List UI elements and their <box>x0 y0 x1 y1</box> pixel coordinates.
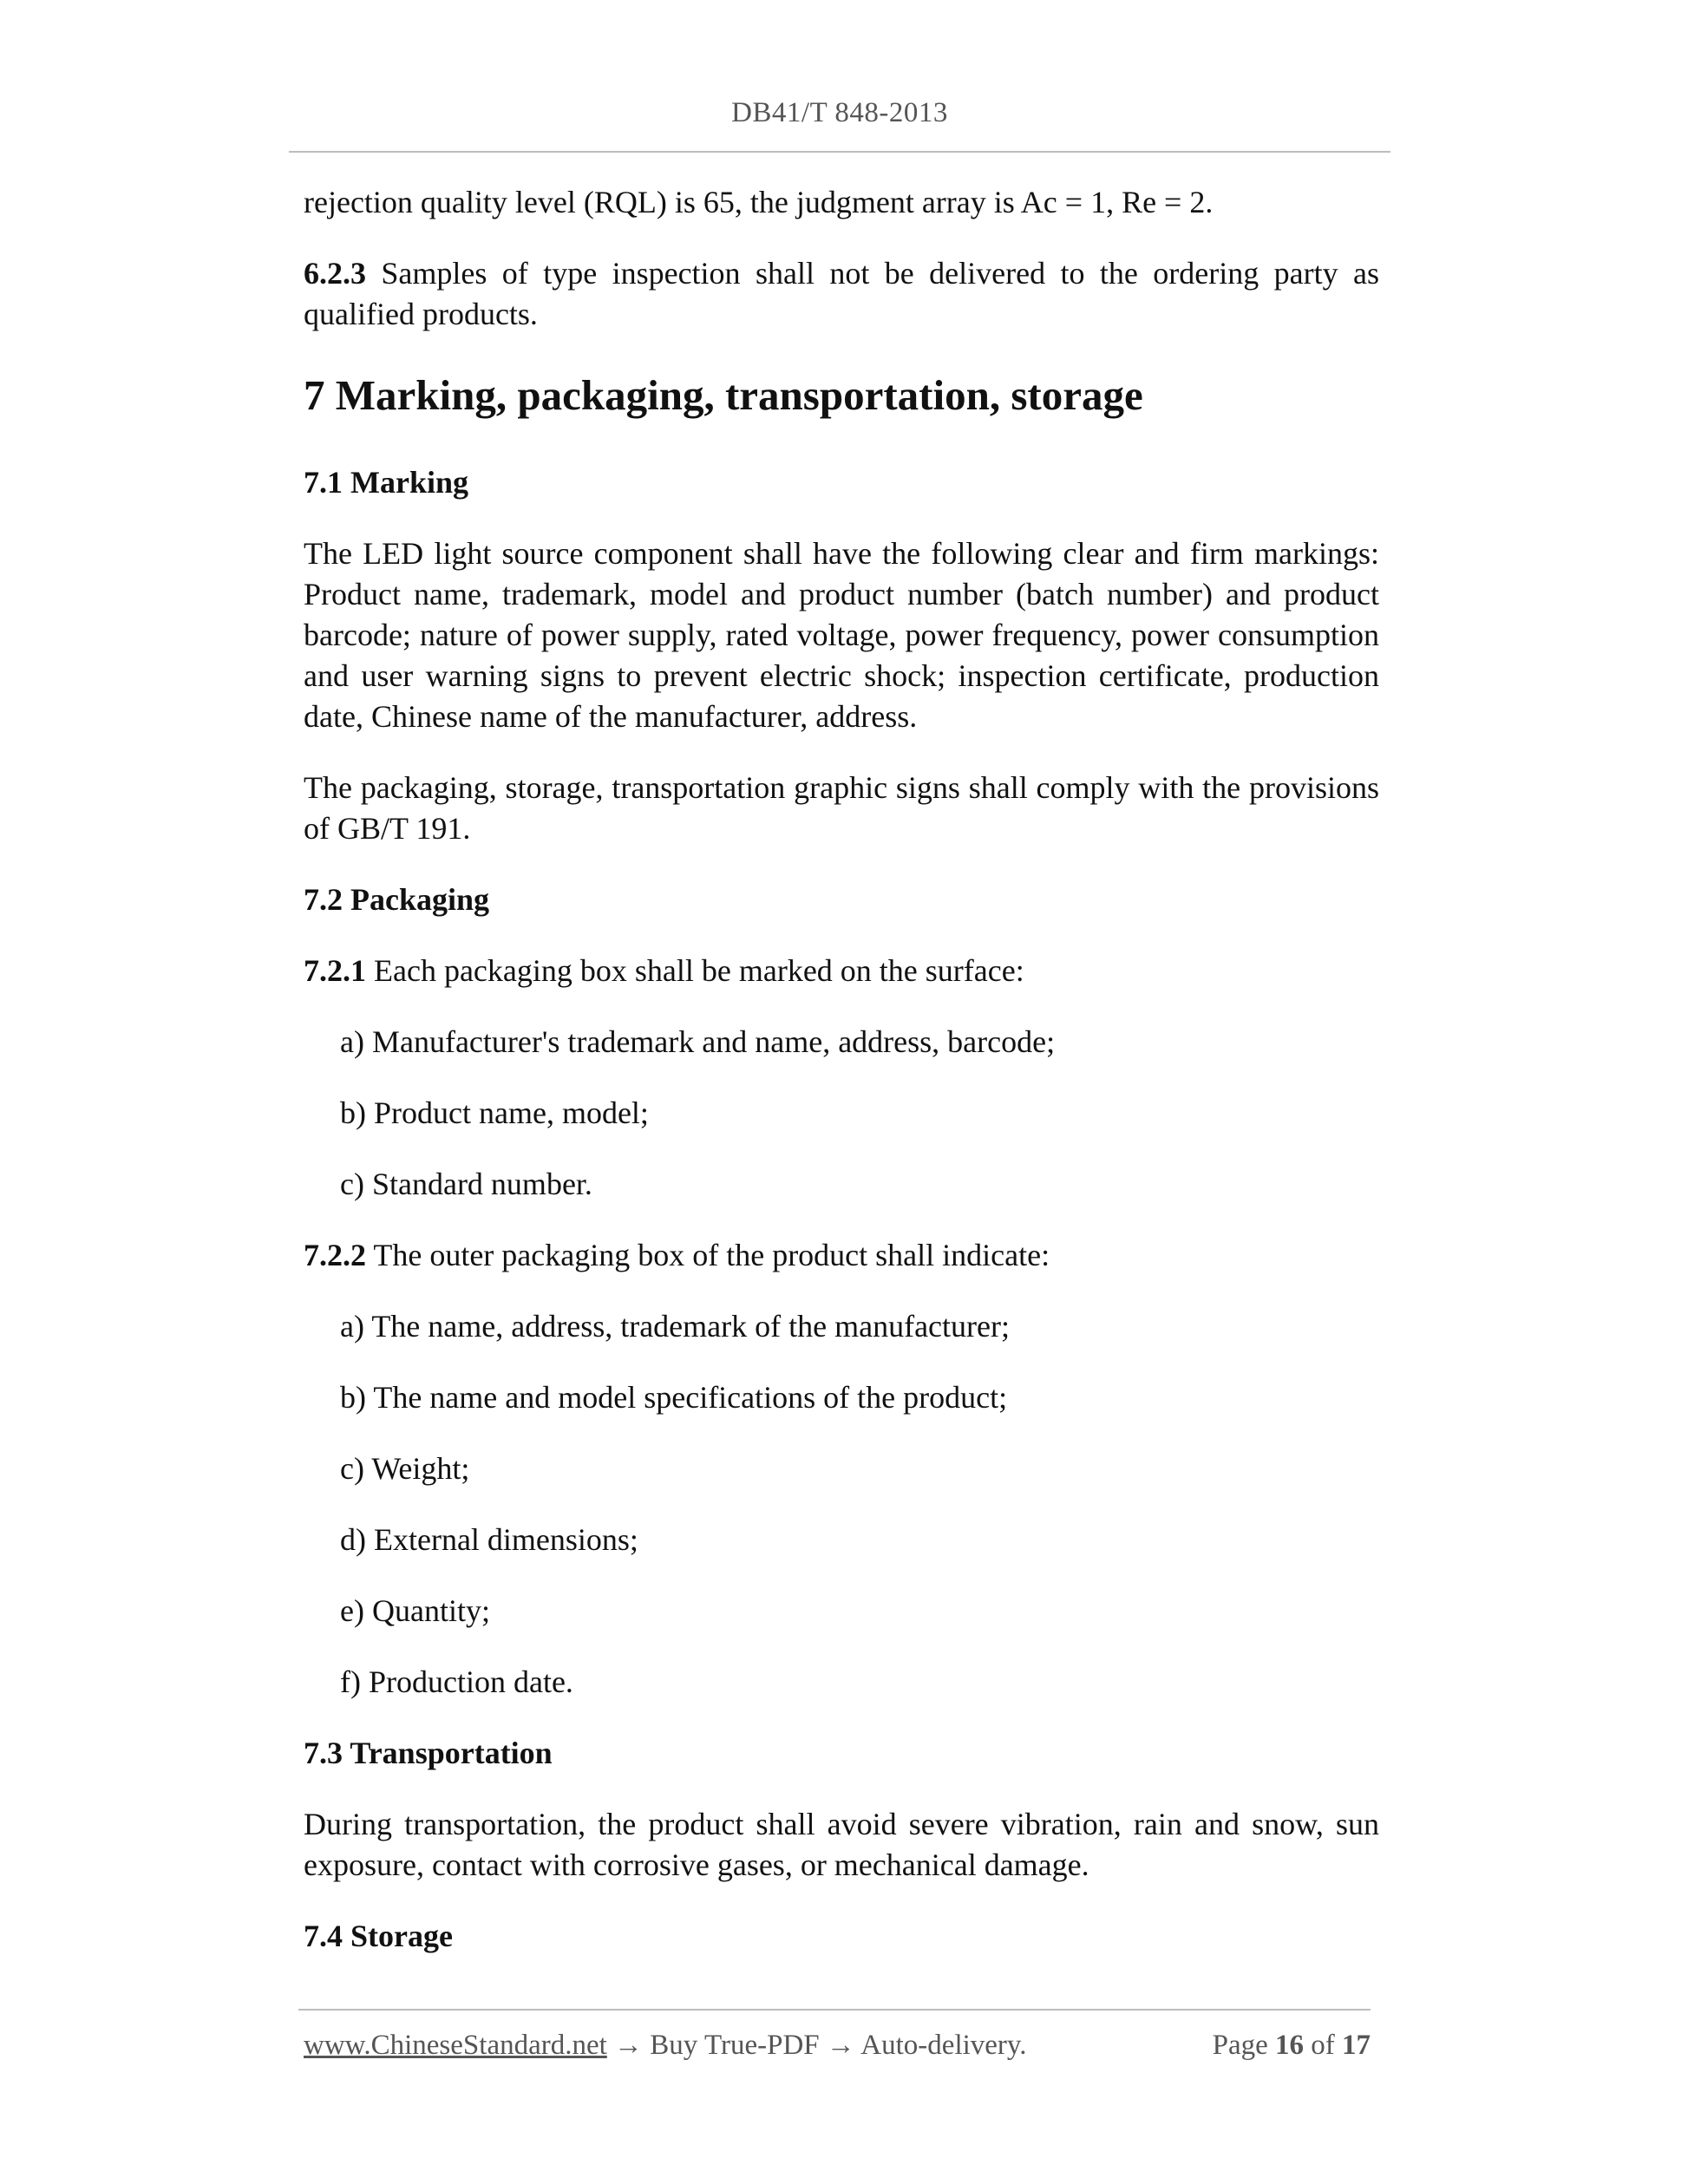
footer-left <box>304 2030 1027 2062</box>
list-item: f) Production date. <box>340 1664 573 1699</box>
clause-6-2-3 <box>304 253 1379 335</box>
section-7-3-heading: 7.3 Transportation <box>304 1736 553 1770</box>
page-label: Page <box>1212 2030 1275 2061</box>
page-of-label: of <box>1304 2030 1342 2061</box>
section-7-2-heading: 7.2 Packaging <box>304 882 490 917</box>
list-item: a) Manufacturer's trademark and name, address, barcode; <box>340 1024 1056 1059</box>
clause-number: 7.2.2 <box>304 1238 366 1272</box>
list-item: b) Product name, model; <box>340 1095 649 1130</box>
list-item: b) The name and model specifications of the product; <box>340 1380 1008 1415</box>
list-item: a) The name, address, trademark of the manufacturer; <box>340 1309 1010 1344</box>
list-item: c) Weight; <box>340 1451 470 1486</box>
list-item: c) Standard number. <box>340 1167 592 1201</box>
page-total: 17 <box>1342 2030 1371 2061</box>
clause-number: 7.2.1 <box>304 953 366 988</box>
section-7-1-heading: 7.1 Marking <box>304 465 469 500</box>
page-number <box>1213 2030 1371 2062</box>
clause-text: Each packaging box shall be marked on the surface: <box>366 953 1024 988</box>
paragraph-marking-requirements: The LED light source component shall have the following clear and firm markings: Product name, trademark, model and product number (batch number) and product barcode; nature of power supply, rated voltage, power frequency, power consumption and user warning signs to prevent electric shock; inspection certificate, production date, Chinese name of the manufacturer, address. <box>304 536 1379 734</box>
document-body <box>304 182 1379 1987</box>
page-footer <box>304 2030 1371 2062</box>
paragraph-rql: rejection quality level (RQL) is 65, the judgment array is Ac = 1, Re = 2. <box>304 185 1214 219</box>
clause-text: The outer packaging box of the product shall indicate: <box>366 1238 1050 1272</box>
clause-7-2-2 <box>304 1235 1379 1276</box>
list-item: d) External dimensions; <box>340 1522 638 1557</box>
list-item: e) Quantity; <box>340 1593 490 1628</box>
footer-divider <box>298 2009 1371 2011</box>
section-7-4-heading: 7.4 Storage <box>304 1919 453 1953</box>
page-current: 16 <box>1275 2030 1304 2061</box>
header-divider <box>289 151 1390 153</box>
clause-text: Samples of type inspection shall not be delivered to the ordering party as qualified products. <box>304 256 1379 331</box>
website-link[interactable]: www.ChineseStandard.net <box>304 2030 607 2061</box>
paragraph-graphic-signs: The packaging, storage, transportation graphic signs shall comply with the provisions of GB/T 191. <box>304 770 1379 846</box>
clause-7-2-1 <box>304 951 1379 991</box>
footer-promo-text: → Buy True-PDF → Auto-delivery. <box>606 2030 1027 2061</box>
paragraph-transportation: During transportation, the product shall avoid severe vibration, rain and snow, sun exposure, contact with corrosive gases, or mechanical damage. <box>304 1807 1379 1882</box>
section-7-heading: 7 Marking, packaging, transportation, storage <box>304 371 1143 419</box>
clause-number: 6.2.3 <box>304 256 366 291</box>
page-header-doc-id: DB41/T 848-2013 <box>731 97 948 128</box>
